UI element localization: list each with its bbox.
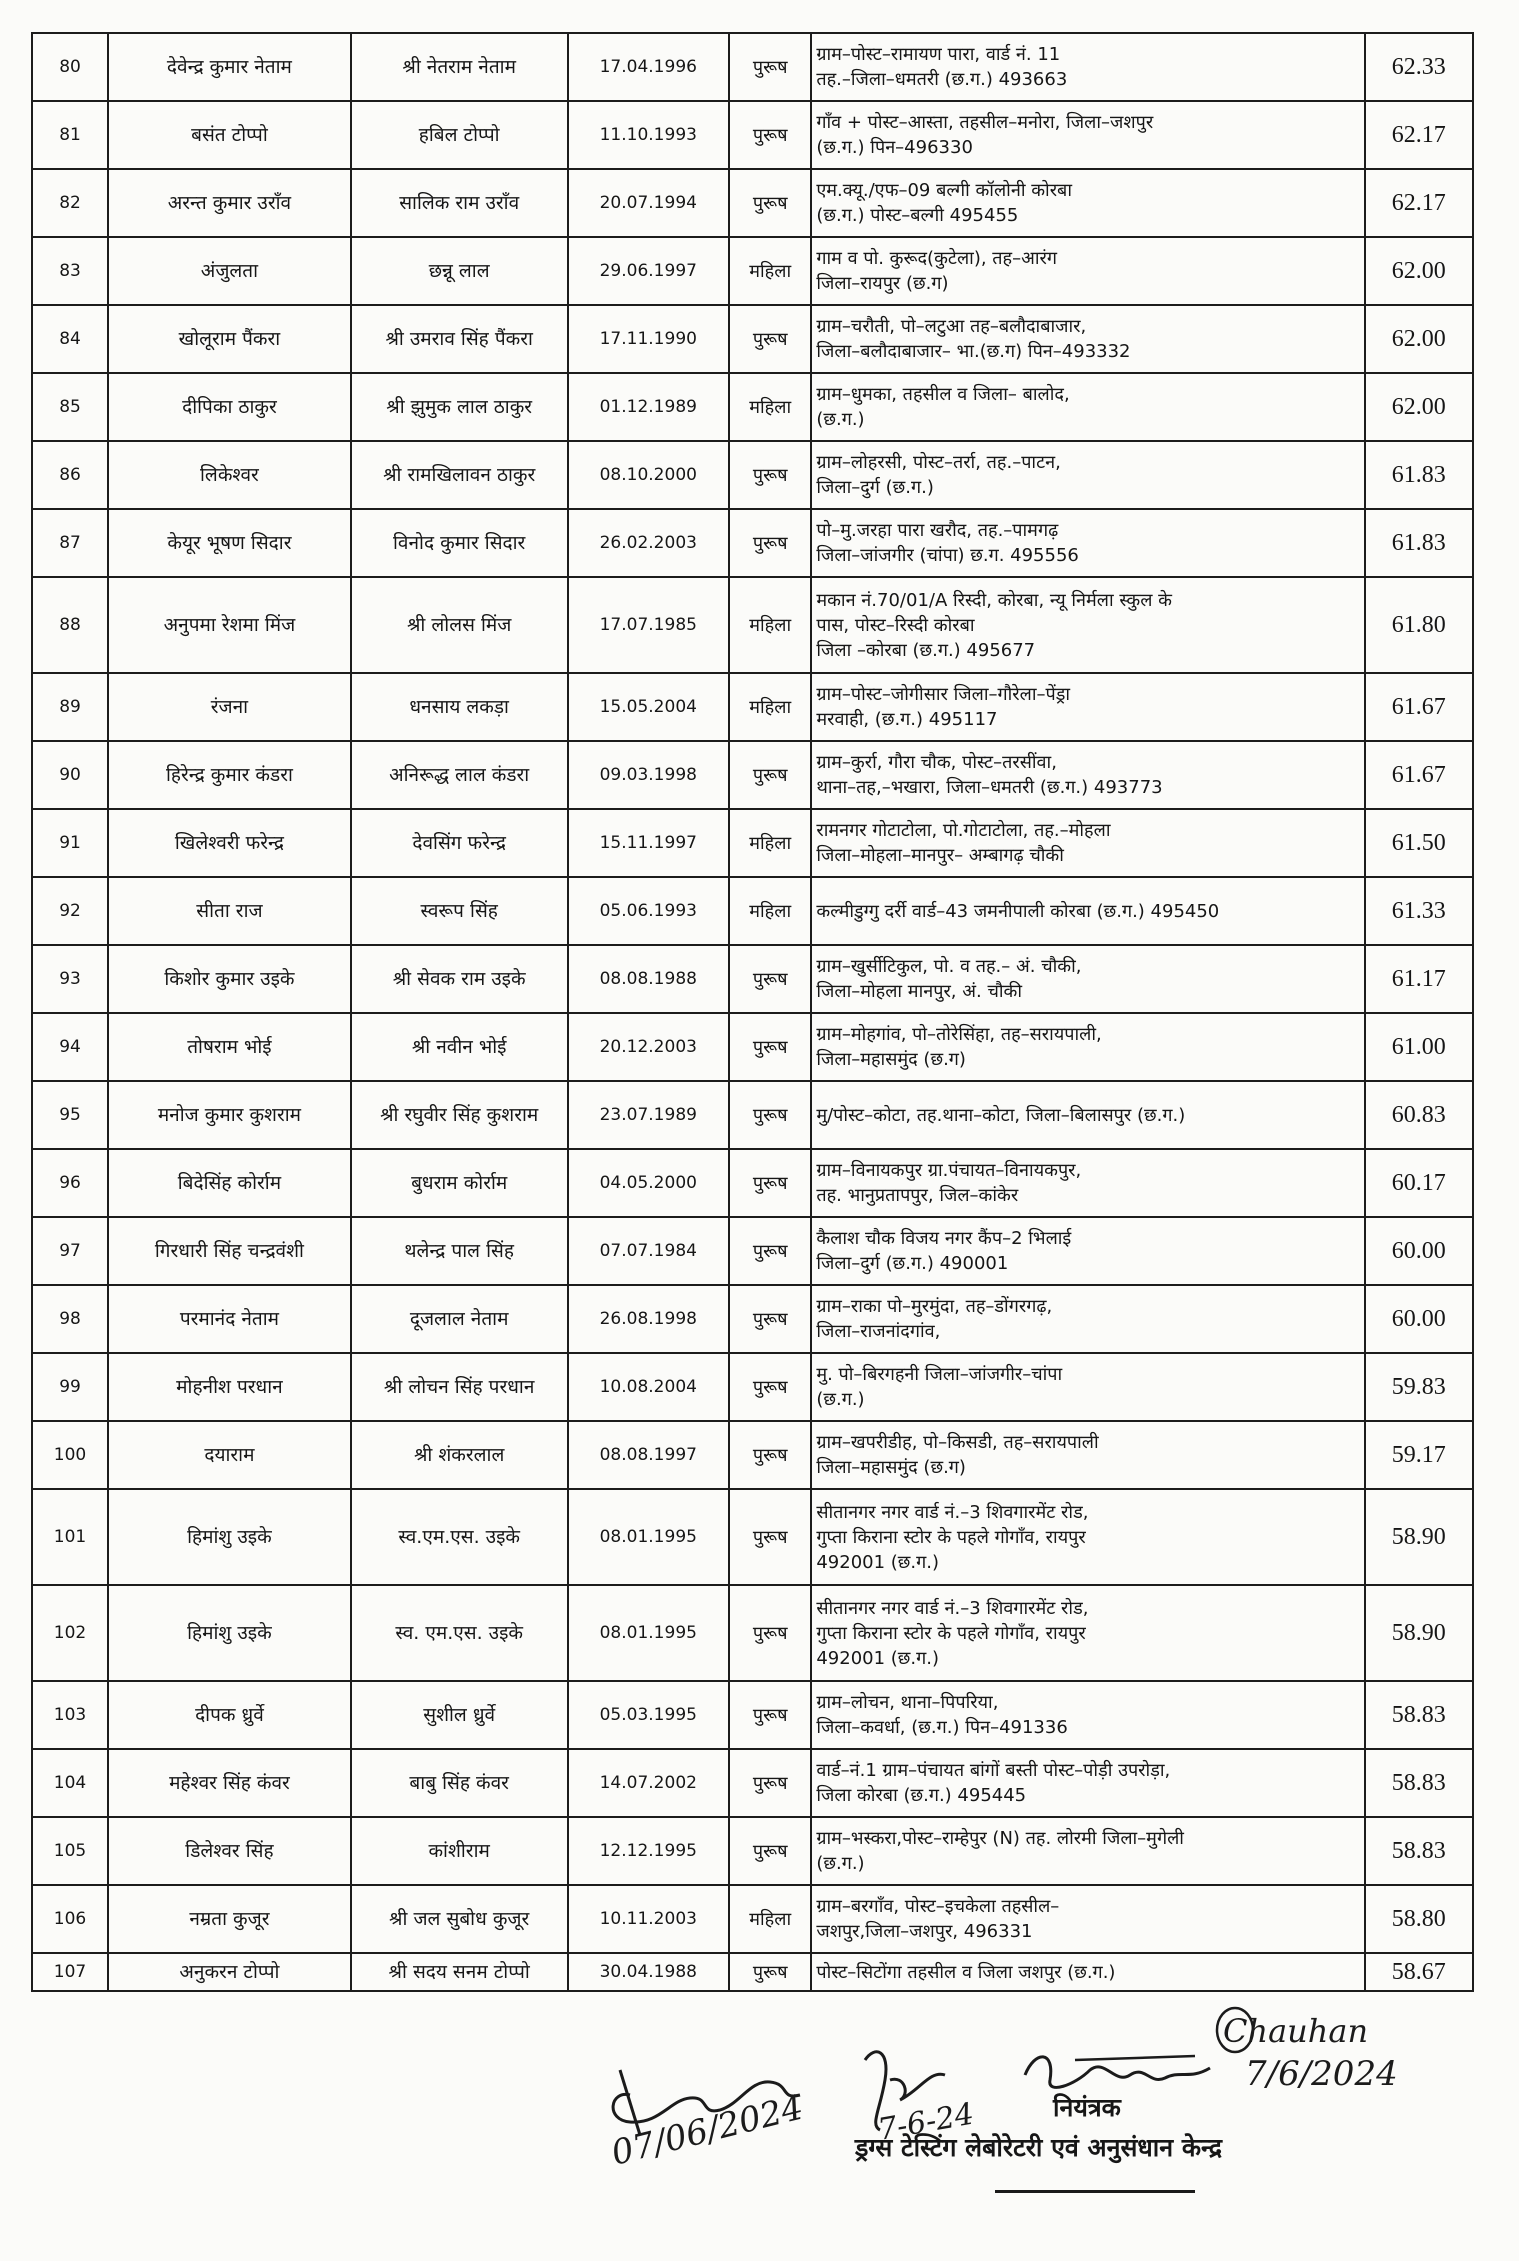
gender: पुरूष bbox=[729, 1013, 811, 1081]
father-name: विनोद कुमार सिदार bbox=[351, 509, 568, 577]
address bbox=[811, 1081, 1364, 1149]
candidate-name: देवेन्द्र कुमार नेताम bbox=[108, 33, 351, 101]
address-line: ग्राम–विनायकपुर ग्रा.पंचायत–विनायकपुर, bbox=[816, 1160, 1082, 1181]
serial-number: 91 bbox=[32, 809, 108, 877]
marks: 59.17 bbox=[1365, 1421, 1473, 1489]
address-line: 492001 (छ.ग.) bbox=[816, 1647, 940, 1669]
address bbox=[811, 1953, 1364, 1991]
address-line: गुप्ता किराना स्टोर के पहले गोगाँव, रायपुर bbox=[816, 1526, 1086, 1548]
table-row bbox=[32, 1681, 1473, 1749]
father-name: थलेन्द्र पाल सिंह bbox=[351, 1217, 568, 1285]
father-name: बाबु सिंह कंवर bbox=[351, 1749, 568, 1817]
marks: 61.83 bbox=[1365, 441, 1473, 509]
address-line: सीतानगर नगर वार्ड नं.–3 शिवगारमेंट रोड, bbox=[816, 1597, 1089, 1619]
address bbox=[811, 1353, 1364, 1421]
address bbox=[811, 673, 1364, 741]
serial-number: 97 bbox=[32, 1217, 108, 1285]
marks: 62.00 bbox=[1365, 373, 1473, 441]
serial-number: 106 bbox=[32, 1885, 108, 1953]
serial-number: 95 bbox=[32, 1081, 108, 1149]
candidate-name: परमानंद नेताम bbox=[108, 1285, 351, 1353]
serial-number: 89 bbox=[32, 673, 108, 741]
gender: पुरूष bbox=[729, 1149, 811, 1217]
table-row bbox=[32, 441, 1473, 509]
date-of-birth: 23.07.1989 bbox=[568, 1081, 730, 1149]
address-line: (छ.ग.) bbox=[816, 1853, 865, 1874]
address-line: जिला–राजनांदगांव, bbox=[816, 1321, 941, 1342]
father-name: श्री जल सुबोध कुजूर bbox=[351, 1885, 568, 1953]
serial-number: 104 bbox=[32, 1749, 108, 1817]
signature-4-date: 7/6/2024 bbox=[1245, 2054, 1398, 2094]
address bbox=[811, 741, 1364, 809]
gender: पुरूष bbox=[729, 33, 811, 101]
address bbox=[811, 877, 1364, 945]
father-name: अनिरूद्ध लाल कंडरा bbox=[351, 741, 568, 809]
address-line: (छ.ग.) पिन–496330 bbox=[816, 137, 973, 158]
address bbox=[811, 1489, 1364, 1585]
date-of-birth: 11.10.1993 bbox=[568, 101, 730, 169]
candidate-name: दीपक ध्रुर्वे bbox=[108, 1681, 351, 1749]
father-name: स्व. एम.एस. उइके bbox=[351, 1585, 568, 1681]
date-of-birth: 12.12.1995 bbox=[568, 1817, 730, 1885]
date-of-birth: 15.11.1997 bbox=[568, 809, 730, 877]
address-line: पोस्ट–सिटोंगा तहसील व जिला जशपुर (छ.ग.) bbox=[816, 1961, 1116, 1983]
gender: पुरूष bbox=[729, 509, 811, 577]
gender: पुरूष bbox=[729, 1817, 811, 1885]
address-line: मु. पो–बिरगहनी जिला–जांजगीर–चांपा bbox=[816, 1364, 1063, 1385]
address-line: मु/पोस्ट–कोटा, तह.थाना–कोटा, जिला–बिलासपुर (छ.ग.) bbox=[816, 1104, 1186, 1126]
father-name: हबिल टोप्पो bbox=[351, 101, 568, 169]
address bbox=[811, 305, 1364, 373]
serial-number: 93 bbox=[32, 945, 108, 1013]
gender: पुरूष bbox=[729, 1353, 811, 1421]
table-row bbox=[32, 809, 1473, 877]
address-line: गाँव + पोस्ट–आस्ता, तहसील–मनोरा, जिला–जशपुर bbox=[816, 112, 1154, 133]
father-name: दूजलाल नेताम bbox=[351, 1285, 568, 1353]
serial-number: 105 bbox=[32, 1817, 108, 1885]
father-name: श्री शंकरलाल bbox=[351, 1421, 568, 1489]
table-row bbox=[32, 509, 1473, 577]
serial-number: 86 bbox=[32, 441, 108, 509]
table-row bbox=[32, 1585, 1473, 1681]
marks: 58.80 bbox=[1365, 1885, 1473, 1953]
gender: महिला bbox=[729, 1885, 811, 1953]
table-row bbox=[32, 877, 1473, 945]
date-of-birth: 08.08.1988 bbox=[568, 945, 730, 1013]
candidate-name: महेश्वर सिंह कंवर bbox=[108, 1749, 351, 1817]
address-line: जिला–कवर्धा, (छ.ग.) पिन–491336 bbox=[816, 1717, 1068, 1738]
gender: महिला bbox=[729, 373, 811, 441]
gender: पुरूष bbox=[729, 441, 811, 509]
address-line: जिला कोरबा (छ.ग.) 495445 bbox=[816, 1785, 1027, 1806]
address bbox=[811, 809, 1364, 877]
marks: 58.83 bbox=[1365, 1681, 1473, 1749]
date-of-birth: 05.03.1995 bbox=[568, 1681, 730, 1749]
address-line: रामनगर गोटाटोला, पो.गोटाटोला, तह.–मोहला bbox=[816, 820, 1111, 841]
marks: 61.33 bbox=[1365, 877, 1473, 945]
gender: पुरूष bbox=[729, 1489, 811, 1585]
table-row bbox=[32, 1081, 1473, 1149]
address-line: थाना–तह,–भखारा, जिला–धमतरी (छ.ग.) 493773 bbox=[816, 777, 1163, 798]
candidate-name: अनुपमा रेशमा मिंज bbox=[108, 577, 351, 673]
candidate-name: केयूर भूषण सिदार bbox=[108, 509, 351, 577]
address bbox=[811, 1885, 1364, 1953]
gender: पुरूष bbox=[729, 741, 811, 809]
table-row bbox=[32, 237, 1473, 305]
signature-4-name: Chauhan bbox=[1223, 2012, 1369, 2050]
table-row bbox=[32, 1885, 1473, 1953]
father-name: सालिक राम उराँव bbox=[351, 169, 568, 237]
address-line: ग्राम–भस्करा,पोस्ट–राम्हेपुर (N) तह. लोरमी जिला–मुगेली bbox=[816, 1828, 1184, 1849]
candidate-name: गिरधारी सिंह चन्द्रवंशी bbox=[108, 1217, 351, 1285]
date-of-birth: 17.07.1985 bbox=[568, 577, 730, 673]
designation-label: नियंत्रक bbox=[1053, 2093, 1121, 2122]
address-line: जशपुर,जिला–जशपुर, 496331 bbox=[816, 1921, 1033, 1942]
address-line: जिला–दुर्ग (छ.ग.) bbox=[816, 477, 934, 498]
table-row bbox=[32, 1421, 1473, 1489]
father-name: श्री नवीन भोई bbox=[351, 1013, 568, 1081]
address bbox=[811, 1149, 1364, 1217]
candidate-name: अनुकरन टोप्पो bbox=[108, 1953, 351, 1991]
address bbox=[811, 373, 1364, 441]
gender: महिला bbox=[729, 673, 811, 741]
serial-number: 92 bbox=[32, 877, 108, 945]
address-line: जिला–महासमुंद (छ.ग) bbox=[816, 1457, 966, 1478]
marks: 62.17 bbox=[1365, 101, 1473, 169]
gender: पुरूष bbox=[729, 1285, 811, 1353]
table-row bbox=[32, 945, 1473, 1013]
candidate-name: तोषराम भोई bbox=[108, 1013, 351, 1081]
address-line: गुप्ता किराना स्टोर के पहले गोगाँव, रायपुर bbox=[816, 1622, 1086, 1644]
father-name: कांशीराम bbox=[351, 1817, 568, 1885]
gender: पुरूष bbox=[729, 1681, 811, 1749]
table-row bbox=[32, 741, 1473, 809]
serial-number: 80 bbox=[32, 33, 108, 101]
gender: पुरूष bbox=[729, 1421, 811, 1489]
marks: 61.80 bbox=[1365, 577, 1473, 673]
candidate-name: नम्रता कुजूर bbox=[108, 1885, 351, 1953]
marks: 59.83 bbox=[1365, 1353, 1473, 1421]
father-name: श्री सेवक राम उइके bbox=[351, 945, 568, 1013]
date-of-birth: 10.11.2003 bbox=[568, 1885, 730, 1953]
address bbox=[811, 1749, 1364, 1817]
marks: 58.90 bbox=[1365, 1585, 1473, 1681]
father-name: श्री उमराव सिंह पैंकरा bbox=[351, 305, 568, 373]
marks: 58.83 bbox=[1365, 1817, 1473, 1885]
address-line: एम.क्यू./एफ–09 बल्गी कॉलोनी कोरबा bbox=[816, 180, 1072, 201]
serial-number: 98 bbox=[32, 1285, 108, 1353]
candidate-name: खिलेश्वरी फरेन्द्र bbox=[108, 809, 351, 877]
address-line: ग्राम–कुर्रा, गौरा चौक, पोस्ट–तरसींवा, bbox=[816, 752, 1057, 773]
address-line: ग्राम–लोहरसी, पोस्ट–तर्रा, तह.–पाटन, bbox=[816, 452, 1061, 473]
gender: पुरूष bbox=[729, 1081, 811, 1149]
table-row bbox=[32, 1953, 1473, 1991]
address-line: पास, पोस्ट–रिस्दी कोरबा bbox=[816, 614, 975, 636]
address-line: सीतानगर नगर वार्ड नं.–3 शिवगारमेंट रोड, bbox=[816, 1501, 1089, 1523]
father-name: श्री नेतराम नेताम bbox=[351, 33, 568, 101]
gender: पुरूष bbox=[729, 1749, 811, 1817]
candidate-name: हिमांशु उइके bbox=[108, 1489, 351, 1585]
gender: पुरूष bbox=[729, 945, 811, 1013]
father-name: श्री सदय सनम टोप्पो bbox=[351, 1953, 568, 1991]
father-name: सुशील ध्रुर्वे bbox=[351, 1681, 568, 1749]
address-line: (छ.ग.) bbox=[816, 1389, 865, 1410]
address-line: मरवाही, (छ.ग.) 495117 bbox=[816, 709, 998, 730]
table-body bbox=[32, 33, 1473, 1991]
father-name: धनसाय लकड़ा bbox=[351, 673, 568, 741]
serial-number: 90 bbox=[32, 741, 108, 809]
marks: 58.90 bbox=[1365, 1489, 1473, 1585]
address-line: कैलाश चौक विजय नगर कैंप–2 भिलाई bbox=[816, 1228, 1072, 1249]
serial-number: 84 bbox=[32, 305, 108, 373]
father-name: स्व.एम.एस. उइके bbox=[351, 1489, 568, 1585]
marks: 62.00 bbox=[1365, 237, 1473, 305]
marks: 62.33 bbox=[1365, 33, 1473, 101]
organization-name: ड्रग्स टेस्टिंग लेबोरेटरी एवं अनुसंधान केन्द्र bbox=[855, 2133, 1223, 2162]
table-row bbox=[32, 373, 1473, 441]
table-row bbox=[32, 101, 1473, 169]
table-row bbox=[32, 1013, 1473, 1081]
underline-partial bbox=[995, 2190, 1195, 2193]
gender: पुरूष bbox=[729, 1953, 811, 1991]
serial-number: 94 bbox=[32, 1013, 108, 1081]
address bbox=[811, 1285, 1364, 1353]
date-of-birth: 15.05.2004 bbox=[568, 673, 730, 741]
date-of-birth: 20.12.2003 bbox=[568, 1013, 730, 1081]
father-name: श्री रघुवीर सिंह कुशराम bbox=[351, 1081, 568, 1149]
date-of-birth: 17.04.1996 bbox=[568, 33, 730, 101]
signature-2-date: 7-6-24 bbox=[875, 2096, 977, 2148]
table-row bbox=[32, 33, 1473, 101]
date-of-birth: 08.01.1995 bbox=[568, 1489, 730, 1585]
marks: 60.83 bbox=[1365, 1081, 1473, 1149]
table-row bbox=[32, 1489, 1473, 1585]
candidate-name: बिदेसिंह कोर्राम bbox=[108, 1149, 351, 1217]
candidate-name: हिमांशु उइके bbox=[108, 1585, 351, 1681]
address-line: जिला–दुर्ग (छ.ग.) 490001 bbox=[816, 1253, 1009, 1274]
table-row bbox=[32, 169, 1473, 237]
gender: महिला bbox=[729, 237, 811, 305]
candidate-name: लिकेश्वर bbox=[108, 441, 351, 509]
marks: 58.83 bbox=[1365, 1749, 1473, 1817]
address-line: ग्राम–खुर्सीटिकुल, पो. व तह.– अं. चौकी, bbox=[816, 956, 1082, 977]
address-line: जिला–मोहला–मानपुर– अम्बागढ़ चौकी bbox=[816, 845, 1064, 866]
candidate-name: किशोर कुमार उइके bbox=[108, 945, 351, 1013]
address-line: ग्राम–पोस्ट–रामायण पारा, वार्ड नं. 11 bbox=[816, 44, 1061, 65]
father-name: बुधराम कोर्राम bbox=[351, 1149, 568, 1217]
address-line: ग्राम–लोचन, थाना–पिपरिया, bbox=[816, 1692, 999, 1713]
date-of-birth: 14.07.2002 bbox=[568, 1749, 730, 1817]
signature-1 bbox=[590, 2040, 830, 2180]
date-of-birth: 29.06.1997 bbox=[568, 237, 730, 305]
address bbox=[811, 945, 1364, 1013]
date-of-birth: 26.02.2003 bbox=[568, 509, 730, 577]
serial-number: 100 bbox=[32, 1421, 108, 1489]
candidate-name: सीता राज bbox=[108, 877, 351, 945]
candidate-name: दयाराम bbox=[108, 1421, 351, 1489]
address bbox=[811, 1585, 1364, 1681]
address-line: तह. भानुप्रतापपुर, जिल–कांकेर bbox=[816, 1185, 1019, 1206]
address-line: ग्राम–मोहगांव, पो–तोरेसिंहा, तह–सरायपाली, bbox=[816, 1024, 1102, 1045]
serial-number: 85 bbox=[32, 373, 108, 441]
table-row bbox=[32, 305, 1473, 373]
address-line: जिला–मोहला मानपुर, अं. चौकी bbox=[816, 981, 1023, 1002]
signature-4 bbox=[1205, 2000, 1435, 2100]
serial-number: 82 bbox=[32, 169, 108, 237]
date-of-birth: 17.11.1990 bbox=[568, 305, 730, 373]
gender: पुरूष bbox=[729, 101, 811, 169]
address bbox=[811, 1817, 1364, 1885]
marks: 58.67 bbox=[1365, 1953, 1473, 1991]
father-name: छन्नू लाल bbox=[351, 237, 568, 305]
address bbox=[811, 237, 1364, 305]
father-name: श्री लोलस मिंज bbox=[351, 577, 568, 673]
serial-number: 81 bbox=[32, 101, 108, 169]
address bbox=[811, 101, 1364, 169]
table-row bbox=[32, 1817, 1473, 1885]
marks: 60.17 bbox=[1365, 1149, 1473, 1217]
table-row bbox=[32, 1285, 1473, 1353]
candidate-name: मनोज कुमार कुशराम bbox=[108, 1081, 351, 1149]
address bbox=[811, 1681, 1364, 1749]
address-line: जिला–महासमुंद (छ.ग) bbox=[816, 1049, 966, 1070]
candidate-name: अरन्त कुमार उराँव bbox=[108, 169, 351, 237]
address-line: जिला–बलौदाबाजार– भा.(छ.ग) पिन–493332 bbox=[816, 341, 1131, 362]
address bbox=[811, 1217, 1364, 1285]
table-row bbox=[32, 1749, 1473, 1817]
date-of-birth: 08.10.2000 bbox=[568, 441, 730, 509]
serial-number: 103 bbox=[32, 1681, 108, 1749]
serial-number: 87 bbox=[32, 509, 108, 577]
date-of-birth: 26.08.1998 bbox=[568, 1285, 730, 1353]
serial-number: 102 bbox=[32, 1585, 108, 1681]
marks: 61.50 bbox=[1365, 809, 1473, 877]
date-of-birth: 30.04.1988 bbox=[568, 1953, 730, 1991]
address bbox=[811, 169, 1364, 237]
gender: पुरूष bbox=[729, 305, 811, 373]
table-row bbox=[32, 1217, 1473, 1285]
gender: पुरूष bbox=[729, 169, 811, 237]
table-row bbox=[32, 1149, 1473, 1217]
father-name: देवसिंग फरेन्द्र bbox=[351, 809, 568, 877]
candidate-name: हिरेन्द्र कुमार कंडरा bbox=[108, 741, 351, 809]
address-line: तह.–जिला–धमतरी (छ.ग.) 493663 bbox=[816, 69, 1068, 90]
address-line: (छ.ग.) पोस्ट–बल्गी 495455 bbox=[816, 205, 1019, 226]
table-row bbox=[32, 577, 1473, 673]
date-of-birth: 20.07.1994 bbox=[568, 169, 730, 237]
date-of-birth: 08.01.1995 bbox=[568, 1585, 730, 1681]
marks: 61.83 bbox=[1365, 509, 1473, 577]
candidate-name: डिलेश्वर सिंह bbox=[108, 1817, 351, 1885]
gender: पुरूष bbox=[729, 1585, 811, 1681]
marks: 61.67 bbox=[1365, 673, 1473, 741]
candidate-table bbox=[31, 32, 1474, 1992]
father-name: श्री रामखिलावन ठाकुर bbox=[351, 441, 568, 509]
marks: 62.00 bbox=[1365, 305, 1473, 373]
address-line: जिला–रायपुर (छ.ग) bbox=[816, 273, 949, 294]
address bbox=[811, 1421, 1364, 1489]
date-of-birth: 08.08.1997 bbox=[568, 1421, 730, 1489]
candidate-name: अंजुलता bbox=[108, 237, 351, 305]
serial-number: 101 bbox=[32, 1489, 108, 1585]
candidate-name: बसंत टोप्पो bbox=[108, 101, 351, 169]
candidate-name: रंजना bbox=[108, 673, 351, 741]
date-of-birth: 09.03.1998 bbox=[568, 741, 730, 809]
address-line: 492001 (छ.ग.) bbox=[816, 1551, 940, 1573]
marks: 60.00 bbox=[1365, 1217, 1473, 1285]
address-line: ग्राम–पोस्ट–जोगीसार जिला–गौरेला–पेंड्रा bbox=[816, 684, 1071, 705]
serial-number: 107 bbox=[32, 1953, 108, 1991]
address-line: वार्ड–नं.1 ग्राम–पंचायत बांगों बस्ती पोस्ट–पोड़ी उपरोड़ा, bbox=[816, 1760, 1171, 1781]
address bbox=[811, 33, 1364, 101]
gender: महिला bbox=[729, 877, 811, 945]
gender: महिला bbox=[729, 577, 811, 673]
candidate-name: दीपिका ठाकुर bbox=[108, 373, 351, 441]
signature-1-date: 07/06/2024 bbox=[607, 2087, 808, 2174]
marks: 61.00 bbox=[1365, 1013, 1473, 1081]
table-row bbox=[32, 673, 1473, 741]
date-of-birth: 05.06.1993 bbox=[568, 877, 730, 945]
marks: 60.00 bbox=[1365, 1285, 1473, 1353]
address-line: ग्राम–धुमका, तहसील व जिला– बालोद, bbox=[816, 384, 1070, 405]
address-line: ग्राम–खपरीडीह, पो–किसडी, तह–सरायपाली bbox=[816, 1432, 1099, 1453]
date-of-birth: 04.05.2000 bbox=[568, 1149, 730, 1217]
gender: महिला bbox=[729, 809, 811, 877]
address-line: जिला –कोरबा (छ.ग.) 495677 bbox=[816, 639, 1036, 661]
father-name: श्री लोचन सिंह परधान bbox=[351, 1353, 568, 1421]
address bbox=[811, 577, 1364, 673]
marks: 61.17 bbox=[1365, 945, 1473, 1013]
date-of-birth: 07.07.1984 bbox=[568, 1217, 730, 1285]
candidate-name: खोलूराम पैंकरा bbox=[108, 305, 351, 373]
address-line: मकान नं.70/01/A रिस्दी, कोरबा, न्यू निर्मला स्कुल के bbox=[816, 589, 1172, 611]
marks: 62.17 bbox=[1365, 169, 1473, 237]
address-line: ग्राम–राका पो–मुरमुंदा, तह–डोंगरगढ़, bbox=[816, 1296, 1053, 1317]
address-line: ग्राम–चरौती, पो–लटुआ तह–बलौदाबाजार, bbox=[816, 316, 1087, 337]
father-name: स्वरूप सिंह bbox=[351, 877, 568, 945]
address-line: कल्मीडुग्गु दर्री वार्ड–43 जमनीपाली कोरबा (छ.ग.) 495450 bbox=[816, 900, 1220, 922]
serial-number: 88 bbox=[32, 577, 108, 673]
address bbox=[811, 509, 1364, 577]
address-line: गाम व पो. कुरूद(कुटेला), तह–आरंग bbox=[816, 248, 1058, 269]
gender: पुरूष bbox=[729, 1217, 811, 1285]
date-of-birth: 01.12.1989 bbox=[568, 373, 730, 441]
address bbox=[811, 441, 1364, 509]
table-row bbox=[32, 1353, 1473, 1421]
address-line: (छ.ग.) bbox=[816, 409, 865, 430]
date-of-birth: 10.08.2004 bbox=[568, 1353, 730, 1421]
address bbox=[811, 1013, 1364, 1081]
candidate-name: मोहनीश परधान bbox=[108, 1353, 351, 1421]
serial-number: 99 bbox=[32, 1353, 108, 1421]
father-name: श्री झुमुक लाल ठाकुर bbox=[351, 373, 568, 441]
serial-number: 83 bbox=[32, 237, 108, 305]
serial-number: 96 bbox=[32, 1149, 108, 1217]
address-line: ग्राम–बरगाँव, पोस्ट–इचकेला तहसील– bbox=[816, 1896, 1060, 1917]
address-line: पो–मु.जरहा पारा खरौद, तह.–पामगढ़ bbox=[816, 520, 1059, 541]
address-line: जिला–जांजगीर (चांपा) छ.ग. 495556 bbox=[816, 545, 1079, 566]
marks: 61.67 bbox=[1365, 741, 1473, 809]
